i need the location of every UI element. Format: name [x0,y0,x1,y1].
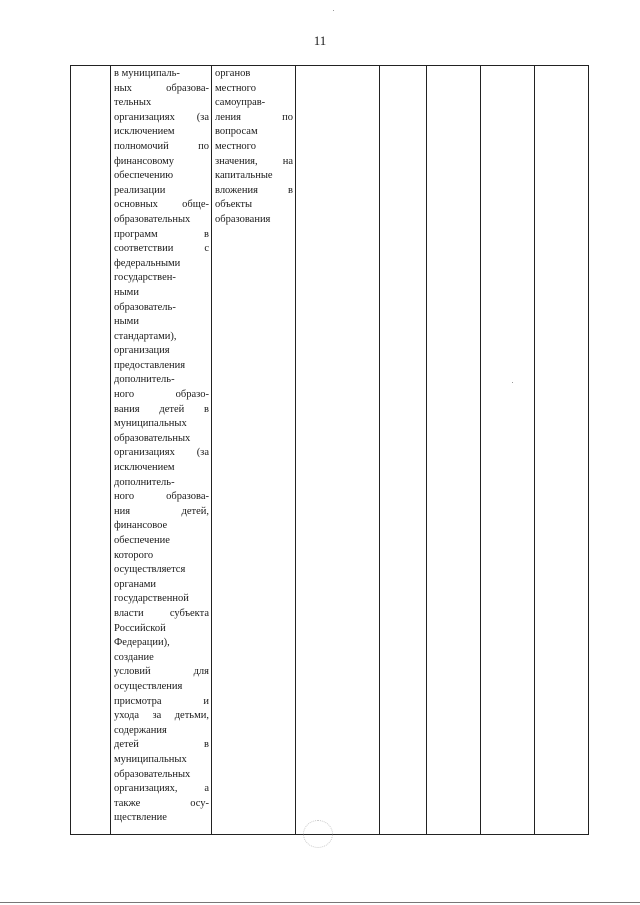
text-line: соответствии с [114,243,209,255]
text-line: самоуправ- [215,97,266,109]
text-line: образователь- [114,301,176,313]
text-line: содержания [114,724,167,736]
text-line: программ в [114,228,209,240]
text-line: которого [114,549,154,561]
text-line: образовательных [114,213,191,225]
text-line: стандартами), [114,330,177,342]
text-line: объекты [215,199,253,211]
page-number: 11 [313,33,327,48]
text-line: организациях, а [114,783,209,795]
text-line: организация [114,345,170,357]
text-line: ными [114,316,139,328]
text-line: ных образова- [114,82,209,94]
table-row [71,66,589,835]
text-line: органами [114,578,157,590]
cell-col-5 [380,66,427,835]
text-line: ществление [114,812,167,824]
cell-col-1 [71,66,111,835]
text-line: ления по [215,111,293,123]
text-line: финансовому [114,155,175,167]
text-line: капитальные [215,170,273,182]
text-line: организациях (за [114,111,209,123]
text-line: условий для [114,666,209,678]
text-line: ными [114,286,139,298]
text-line: организациях (за [114,447,209,459]
text-line: осуществляется [114,564,186,576]
text-line: основных обще- [114,199,209,211]
cell-col-3 [212,66,296,835]
cell-col-2 [111,66,212,835]
text-line: Российской [114,622,166,634]
cell-col-8 [535,66,589,835]
expense-purpose [212,66,295,228]
text-line: образовательных [114,432,191,444]
authority-description [111,66,211,826]
text-line: реализации [114,184,166,196]
scan-speck [512,382,513,383]
cell-col-7 [481,66,535,835]
text-line: также осу- [114,797,209,809]
text-line: исключением [114,462,175,474]
scan-speck [333,10,334,11]
text-line: присмотра и [114,695,209,707]
text-line: вложения в [215,184,293,196]
text-line: предоставления [114,359,186,371]
continuation-table [70,65,589,835]
text-line: федеральными [114,257,181,269]
text-line: ного образо- [114,389,209,401]
scan-edge-line [0,902,640,903]
text-line: финансовое [114,520,168,532]
text-line: власти субъекта [114,607,209,619]
text-line: вания детей в [114,403,209,415]
text-line: Федерации), [114,637,170,649]
text-line: ного образова- [114,491,209,503]
text-line: осуществления [114,680,183,692]
text-line: в муниципаль- [114,68,180,79]
text-line: создание [114,651,154,663]
text-line: детей в [114,739,209,751]
text-line: дополнитель- [114,476,175,488]
text-line: муниципальных [114,753,187,765]
text-line: тельных [114,97,152,109]
text-line: вопросам [215,126,258,138]
text-line: обеспечение [114,535,170,546]
text-line: значения, на [215,155,293,167]
text-line: ухода за детьми, [114,710,209,722]
cell-col-4 [296,66,380,835]
cell-col-6 [427,66,481,835]
text-line: государствен- [114,272,176,284]
text-line: местного [215,140,256,152]
text-line: ния детей, [114,505,209,517]
text-line: полномочий по [114,140,209,152]
text-line: местного [215,82,256,94]
text-line: дополнитель- [114,374,175,386]
text-line: исключением [114,126,175,138]
faint-stamp [303,820,333,848]
text-line: образовательных [114,768,191,780]
text-line: образования [215,213,271,225]
text-line: муниципальных [114,418,187,430]
text-line: органов [215,68,251,79]
text-line: государственной [114,593,189,605]
text-line: обеспечению [114,170,174,182]
